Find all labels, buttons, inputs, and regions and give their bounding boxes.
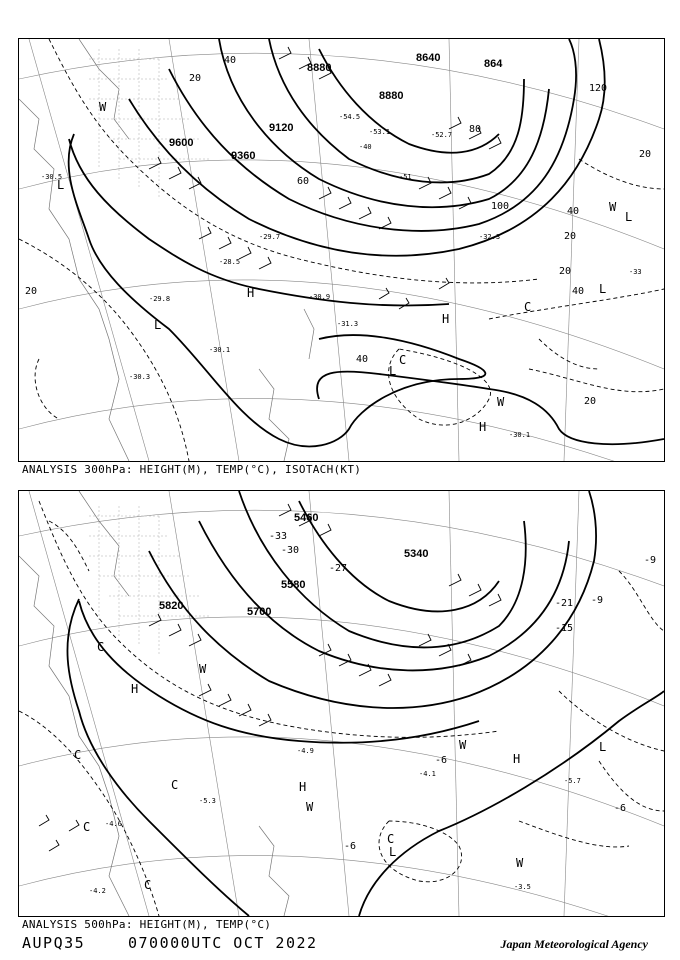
- map-panel-300hpa: [18, 38, 665, 462]
- low-center-marker: L: [389, 364, 397, 378]
- cold-center-marker: C: [74, 748, 82, 762]
- warm-center-marker: W: [609, 200, 617, 214]
- temperature-label: -53.1: [369, 128, 391, 136]
- isotach-label: 20: [189, 73, 202, 84]
- height-label: 5580: [281, 579, 306, 591]
- coastline: [19, 491, 289, 916]
- isotach-label: 40: [572, 286, 585, 297]
- temperature-label: -5.3: [199, 797, 216, 805]
- isotach-label: 20: [639, 149, 652, 160]
- temperature-label: -4.9: [297, 747, 314, 755]
- high-center-marker: H: [479, 420, 487, 434]
- cold-center-marker: C: [97, 640, 105, 654]
- map-panel-500hpa: [18, 490, 665, 917]
- height-label: 8880: [307, 62, 332, 74]
- temperature-label: -28.5: [219, 258, 241, 266]
- warm-center-marker: W: [199, 662, 207, 676]
- temperature-label: -30: [281, 545, 300, 556]
- cold-center-marker: C: [171, 778, 179, 792]
- map-500hpa-svg: [19, 491, 664, 916]
- height-label: 864: [484, 58, 503, 70]
- height-contours: [69, 39, 664, 446]
- cold-center-marker: C: [83, 820, 91, 834]
- panel-500-caption: ANALYSIS 500hPa: HEIGHT(M), TEMP(°C): [22, 918, 272, 931]
- low-center-marker: L: [599, 740, 607, 754]
- temperature-label: -5.7: [564, 777, 581, 785]
- temperature-label: -30.3: [129, 373, 151, 381]
- temperature-label: -29.7: [259, 233, 281, 241]
- temperature-label: -9: [591, 595, 604, 606]
- temperature-label: -6: [435, 755, 448, 766]
- cold-center-marker: C: [387, 832, 395, 846]
- temperature-label: -9: [644, 555, 657, 566]
- height-label: 9120: [269, 122, 294, 134]
- temperature-label: -4.1: [419, 770, 436, 778]
- temperature-label: -54.5: [339, 113, 361, 121]
- cold-center-marker: C: [524, 300, 532, 314]
- height-contours: [67, 491, 664, 916]
- warm-center-marker: W: [459, 738, 467, 752]
- temperature-label: -4.6: [105, 820, 122, 828]
- warm-center-marker: W: [306, 800, 314, 814]
- temperature-label: -6: [344, 841, 357, 852]
- isotach-label: 100: [491, 201, 510, 212]
- agency-credit: Japan Meteorological Agency: [500, 937, 648, 951]
- temperature-label: -32.3: [479, 233, 501, 241]
- map-300hpa-svg: [19, 39, 664, 461]
- temperature-label: -40: [359, 143, 372, 151]
- height-label: 8880: [379, 90, 404, 102]
- low-center-marker: L: [57, 178, 65, 192]
- low-center-marker: L: [625, 210, 633, 224]
- isotach-label: 20: [559, 266, 572, 277]
- chart-id: AUPQ35: [22, 934, 86, 952]
- isotach-label: 20: [564, 231, 577, 242]
- temperature-label: -30.1: [209, 346, 231, 354]
- temperature-label: -30.9: [309, 293, 331, 301]
- isotach-label: 40: [356, 354, 369, 365]
- height-label: 5820: [159, 600, 184, 612]
- high-center-marker: H: [513, 752, 521, 766]
- temperature-label: -31.3: [337, 320, 359, 328]
- panel-300-caption: ANALYSIS 300hPa: HEIGHT(M), TEMP(°C), ISOTACH(KT): [22, 463, 362, 476]
- height-label: 5700: [247, 606, 272, 618]
- cold-center-marker: C: [144, 878, 152, 892]
- temperature-label: -3.5: [514, 883, 531, 891]
- temperature-label: -15: [555, 623, 574, 634]
- warm-center-marker: W: [99, 100, 107, 114]
- isotach-label: 40: [224, 55, 237, 66]
- isotach-label: 60: [297, 176, 310, 187]
- isotach-label: 80: [469, 124, 482, 135]
- temperature-label: -30.5: [41, 173, 63, 181]
- isotach-label: 120: [589, 83, 608, 94]
- high-center-marker: H: [299, 780, 307, 794]
- temperature-label: -29.8: [149, 295, 171, 303]
- height-label: 5460: [294, 512, 319, 524]
- wind-hatching: [89, 506, 209, 656]
- warm-center-marker: W: [497, 395, 505, 409]
- low-center-marker: L: [599, 282, 607, 296]
- height-label: 8640: [416, 52, 441, 64]
- temperature-label: -52.7: [431, 131, 453, 139]
- height-label: 5340: [404, 548, 429, 560]
- temperature-label: -33: [269, 531, 288, 542]
- issue-time: 070000UTC OCT 2022: [128, 934, 318, 952]
- height-label: 9360: [231, 150, 256, 162]
- temperature-label: -21: [555, 598, 574, 609]
- temperature-label: -6: [614, 803, 627, 814]
- warm-center-marker: W: [516, 856, 524, 870]
- cold-center-marker: C: [399, 353, 407, 367]
- temperature-label: -30.1: [509, 431, 531, 439]
- temperature-label: -27: [329, 563, 348, 574]
- height-label: 9600: [169, 137, 194, 149]
- isotach-label: 20: [584, 396, 597, 407]
- temperature-label: -4.2: [89, 887, 106, 895]
- low-center-marker: L: [154, 318, 162, 332]
- isotach-label: 20: [25, 286, 38, 297]
- high-center-marker: H: [247, 286, 255, 300]
- temperature-label: -51: [399, 173, 412, 181]
- isotach-label: 40: [567, 206, 580, 217]
- low-center-marker: L: [389, 845, 397, 859]
- high-center-marker: H: [442, 312, 450, 326]
- temperature-label: -33: [629, 268, 642, 276]
- high-center-marker: H: [131, 682, 139, 696]
